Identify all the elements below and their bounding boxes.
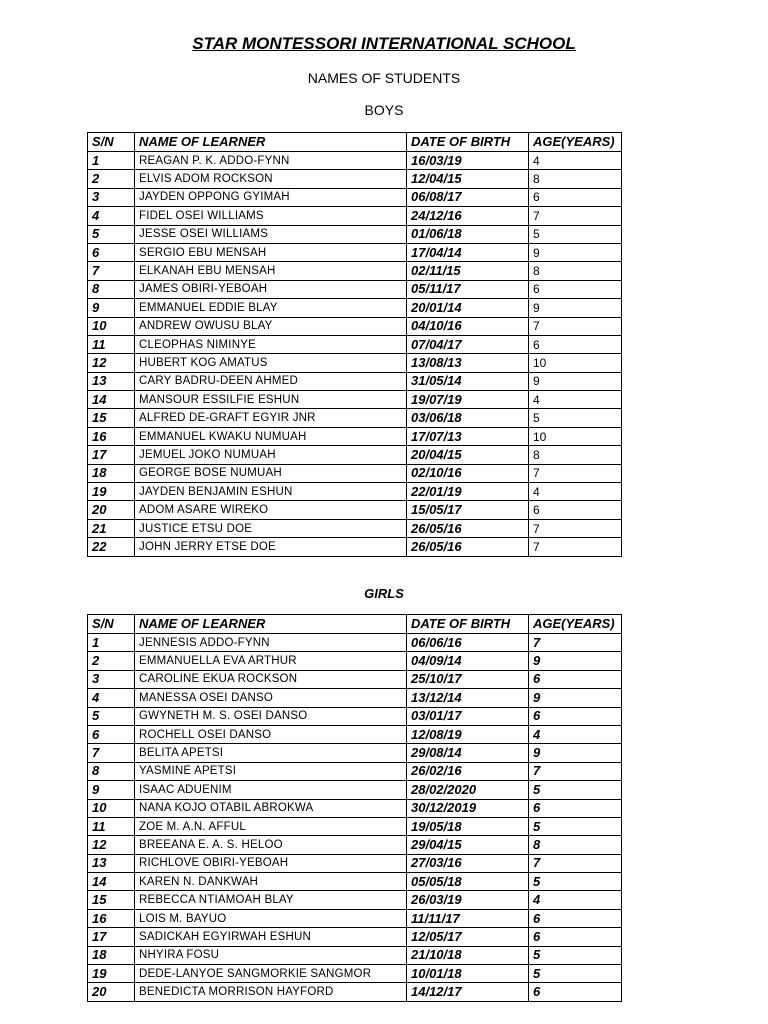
age-cell: 7 — [529, 854, 622, 872]
learner-name-cell: JAMES OBIRI-YEBOAH — [135, 280, 407, 298]
age-cell: 8 — [529, 170, 622, 188]
serial-number-cell: 12 — [88, 354, 135, 372]
serial-number-cell: 19 — [88, 965, 135, 983]
learner-name-cell: BENEDICTA MORRISON HAYFORD — [135, 983, 407, 1001]
date-of-birth-cell: 15/05/17 — [407, 501, 529, 519]
table-row — [88, 409, 622, 427]
serial-number-cell: 3 — [88, 188, 135, 206]
table-row — [88, 538, 622, 556]
serial-number-cell: 4 — [88, 689, 135, 707]
age-cell: 10 — [529, 354, 622, 372]
age-cell: 7 — [529, 207, 622, 225]
learner-name-cell: JAYDEN BENJAMIN ESHUN — [135, 483, 407, 501]
serial-number-cell: 20 — [88, 983, 135, 1001]
learner-name-cell: SERGIO EBU MENSAH — [135, 243, 407, 261]
learner-name-cell: GEORGE BOSE NUMUAH — [135, 464, 407, 482]
table-row — [88, 744, 622, 762]
page-subtitle: NAMES OF STUDENTS — [307, 70, 461, 86]
learner-name-cell: ALFRED DE-GRAFT EGYIR JNR — [135, 409, 407, 427]
serial-number-cell: 2 — [88, 170, 135, 188]
boys-table — [87, 132, 622, 557]
serial-number-cell: 20 — [88, 501, 135, 519]
date-of-birth-cell: 05/05/18 — [407, 873, 529, 891]
table-row — [88, 335, 622, 353]
serial-number-cell: 22 — [88, 538, 135, 556]
date-of-birth-cell: 01/06/18 — [407, 225, 529, 243]
serial-number-cell: 6 — [88, 725, 135, 743]
table-row — [88, 391, 622, 409]
serial-number-cell: 7 — [88, 744, 135, 762]
date-of-birth-cell: 27/03/16 — [407, 854, 529, 872]
boys-table-body — [88, 152, 622, 557]
age-cell: 5 — [529, 965, 622, 983]
table-row — [88, 372, 622, 390]
date-of-birth-cell: 31/05/14 — [407, 372, 529, 390]
age-cell: 5 — [529, 781, 622, 799]
date-of-birth-cell: 17/04/14 — [407, 243, 529, 261]
column-header-age: AGE(YEARS) — [529, 133, 622, 152]
serial-number-cell: 13 — [88, 372, 135, 390]
table-row — [88, 854, 622, 872]
serial-number-cell: 10 — [88, 799, 135, 817]
serial-number-cell: 16 — [88, 909, 135, 927]
date-of-birth-cell: 26/05/16 — [407, 538, 529, 556]
table-row — [88, 262, 622, 280]
column-header-name: NAME OF LEARNER — [135, 133, 407, 152]
date-of-birth-cell: 07/04/17 — [407, 335, 529, 353]
learner-name-cell: BREEANA E. A. S. HELOO — [135, 836, 407, 854]
date-of-birth-cell: 03/01/17 — [407, 707, 529, 725]
table-header-row — [88, 615, 622, 634]
learner-name-cell: CAROLINE EKUA ROCKSON — [135, 670, 407, 688]
age-cell: 6 — [529, 707, 622, 725]
age-cell: 4 — [529, 391, 622, 409]
serial-number-cell: 5 — [88, 707, 135, 725]
age-cell: 7 — [529, 762, 622, 780]
date-of-birth-cell: 06/06/16 — [407, 634, 529, 652]
learner-name-cell: JEMUEL JOKO NUMUAH — [135, 446, 407, 464]
learner-name-cell: SADICKAH EGYIRWAH ESHUN — [135, 928, 407, 946]
serial-number-cell: 6 — [88, 243, 135, 261]
date-of-birth-cell: 30/12/2019 — [407, 799, 529, 817]
age-cell: 7 — [529, 464, 622, 482]
learner-name-cell: MANESSA OSEI DANSO — [135, 689, 407, 707]
serial-number-cell: 14 — [88, 873, 135, 891]
age-cell: 9 — [529, 243, 622, 261]
learner-name-cell: ISAAC ADUENIM — [135, 781, 407, 799]
date-of-birth-cell: 26/05/16 — [407, 519, 529, 537]
date-of-birth-cell: 02/10/16 — [407, 464, 529, 482]
date-of-birth-cell: 19/05/18 — [407, 817, 529, 835]
age-cell: 10 — [529, 427, 622, 445]
table-row — [88, 909, 622, 927]
date-of-birth-cell: 20/01/14 — [407, 299, 529, 317]
age-cell: 7 — [529, 634, 622, 652]
date-of-birth-cell: 26/03/19 — [407, 891, 529, 909]
learner-name-cell: REAGAN P. K. ADDO-FYNN — [135, 152, 407, 170]
learner-name-cell: JAYDEN OPPONG GYIMAH — [135, 188, 407, 206]
table-row — [88, 983, 622, 1001]
date-of-birth-cell: 28/02/2020 — [407, 781, 529, 799]
table-row — [88, 762, 622, 780]
age-cell: 5 — [529, 873, 622, 891]
age-cell: 5 — [529, 409, 622, 427]
girls-table — [87, 614, 622, 1002]
date-of-birth-cell: 11/11/17 — [407, 909, 529, 927]
learner-name-cell: NHYIRA FOSU — [135, 946, 407, 964]
learner-name-cell: CLEOPHAS NIMINYE — [135, 335, 407, 353]
age-cell: 5 — [529, 225, 622, 243]
age-cell: 6 — [529, 501, 622, 519]
date-of-birth-cell: 12/05/17 — [407, 928, 529, 946]
date-of-birth-cell: 02/11/15 — [407, 262, 529, 280]
age-cell: 9 — [529, 372, 622, 390]
table-row — [88, 634, 622, 652]
serial-number-cell: 7 — [88, 262, 135, 280]
table-row — [88, 243, 622, 261]
date-of-birth-cell: 24/12/16 — [407, 207, 529, 225]
learner-name-cell: ZOE M. A.N. AFFUL — [135, 817, 407, 835]
age-cell: 4 — [529, 891, 622, 909]
learner-name-cell: BELITA APETSI — [135, 744, 407, 762]
column-header-sn: S/N — [88, 615, 135, 634]
date-of-birth-cell: 16/03/19 — [407, 152, 529, 170]
serial-number-cell: 11 — [88, 335, 135, 353]
age-cell: 9 — [529, 744, 622, 762]
table-row — [88, 188, 622, 206]
serial-number-cell: 10 — [88, 317, 135, 335]
table-row — [88, 464, 622, 482]
learner-name-cell: EMMANUEL KWAKU NUMUAH — [135, 427, 407, 445]
age-cell: 6 — [529, 670, 622, 688]
table-row — [88, 483, 622, 501]
learner-name-cell: JENNESIS ADDO-FYNN — [135, 634, 407, 652]
date-of-birth-cell: 22/01/19 — [407, 483, 529, 501]
serial-number-cell: 17 — [88, 446, 135, 464]
date-of-birth-cell: 04/09/14 — [407, 652, 529, 670]
age-cell: 9 — [529, 652, 622, 670]
learner-name-cell: ELVIS ADOM ROCKSON — [135, 170, 407, 188]
age-cell: 6 — [529, 280, 622, 298]
age-cell: 7 — [529, 317, 622, 335]
serial-number-cell: 2 — [88, 652, 135, 670]
learner-name-cell: CARY BADRU-DEEN AHMED — [135, 372, 407, 390]
table-row — [88, 446, 622, 464]
date-of-birth-cell: 29/08/14 — [407, 744, 529, 762]
age-cell: 6 — [529, 335, 622, 353]
serial-number-cell: 13 — [88, 854, 135, 872]
age-cell: 5 — [529, 817, 622, 835]
table-row — [88, 317, 622, 335]
table-row — [88, 891, 622, 909]
column-header-dob: DATE OF BIRTH — [407, 615, 529, 634]
school-title: STAR MONTESSORI INTERNATIONAL SCHOOL — [192, 34, 576, 53]
table-row — [88, 207, 622, 225]
age-cell: 4 — [529, 483, 622, 501]
table-row — [88, 519, 622, 537]
serial-number-cell: 17 — [88, 928, 135, 946]
learner-name-cell: NANA KOJO OTABIL ABROKWA — [135, 799, 407, 817]
learner-name-cell: JESSE OSEI WILLIAMS — [135, 225, 407, 243]
learner-name-cell: FIDEL OSEI WILLIAMS — [135, 207, 407, 225]
date-of-birth-cell: 21/10/18 — [407, 946, 529, 964]
learner-name-cell: YASMINE APETSI — [135, 762, 407, 780]
table-row — [88, 280, 622, 298]
serial-number-cell: 21 — [88, 519, 135, 537]
column-header-dob: DATE OF BIRTH — [407, 133, 529, 152]
learner-name-cell: ANDREW OWUSU BLAY — [135, 317, 407, 335]
serial-number-cell: 15 — [88, 891, 135, 909]
learner-name-cell: JUSTICE ETSU DOE — [135, 519, 407, 537]
serial-number-cell: 4 — [88, 207, 135, 225]
date-of-birth-cell: 14/12/17 — [407, 983, 529, 1001]
table-row — [88, 225, 622, 243]
age-cell: 4 — [529, 152, 622, 170]
age-cell: 6 — [529, 909, 622, 927]
table-row — [88, 946, 622, 964]
learner-name-cell: EMMANUELLA EVA ARTHUR — [135, 652, 407, 670]
age-cell: 9 — [529, 689, 622, 707]
age-cell: 8 — [529, 836, 622, 854]
table-row — [88, 781, 622, 799]
date-of-birth-cell: 26/02/16 — [407, 762, 529, 780]
learner-name-cell: EMMANUEL EDDIE BLAY — [135, 299, 407, 317]
table-row — [88, 817, 622, 835]
date-of-birth-cell: 10/01/18 — [407, 965, 529, 983]
column-header-sn: S/N — [88, 133, 135, 152]
date-of-birth-cell: 05/11/17 — [407, 280, 529, 298]
table-row — [88, 427, 622, 445]
age-cell: 8 — [529, 262, 622, 280]
table-row — [88, 299, 622, 317]
serial-number-cell: 18 — [88, 464, 135, 482]
serial-number-cell: 18 — [88, 946, 135, 964]
learner-name-cell: HUBERT KOG AMATUS — [135, 354, 407, 372]
serial-number-cell: 5 — [88, 225, 135, 243]
serial-number-cell: 11 — [88, 817, 135, 835]
table-row — [88, 501, 622, 519]
table-row — [88, 652, 622, 670]
learner-name-cell: ROCHELL OSEI DANSO — [135, 725, 407, 743]
age-cell: 8 — [529, 446, 622, 464]
date-of-birth-cell: 13/08/13 — [407, 354, 529, 372]
age-cell: 6 — [529, 928, 622, 946]
date-of-birth-cell: 13/12/14 — [407, 689, 529, 707]
serial-number-cell: 1 — [88, 152, 135, 170]
table-row — [88, 928, 622, 946]
serial-number-cell: 1 — [88, 634, 135, 652]
table-row — [88, 152, 622, 170]
serial-number-cell: 8 — [88, 762, 135, 780]
date-of-birth-cell: 04/10/16 — [407, 317, 529, 335]
boys-heading: BOYS — [364, 102, 404, 118]
learner-name-cell: RICHLOVE OBIRI-YEBOAH — [135, 854, 407, 872]
date-of-birth-cell: 12/08/19 — [407, 725, 529, 743]
learner-name-cell: DEDE-LANYOE SANGMORKIE SANGMOR — [135, 965, 407, 983]
serial-number-cell: 14 — [88, 391, 135, 409]
learner-name-cell: KAREN N. DANKWAH — [135, 873, 407, 891]
learner-name-cell: MANSOUR ESSILFIE ESHUN — [135, 391, 407, 409]
learner-name-cell: ELKANAH EBU MENSAH — [135, 262, 407, 280]
table-row — [88, 873, 622, 891]
girls-table-body — [88, 634, 622, 1002]
date-of-birth-cell: 12/04/15 — [407, 170, 529, 188]
serial-number-cell: 15 — [88, 409, 135, 427]
age-cell: 6 — [529, 799, 622, 817]
learner-name-cell: JOHN JERRY ETSE DOE — [135, 538, 407, 556]
age-cell: 6 — [529, 188, 622, 206]
learner-name-cell: LOIS M. BAYUO — [135, 909, 407, 927]
table-row — [88, 725, 622, 743]
girls-heading: GIRLS — [364, 586, 404, 601]
table-row — [88, 799, 622, 817]
learner-name-cell: REBECCA NTIAMOAH BLAY — [135, 891, 407, 909]
date-of-birth-cell: 06/08/17 — [407, 188, 529, 206]
table-row — [88, 670, 622, 688]
learner-name-cell: ADOM ASARE WIREKO — [135, 501, 407, 519]
column-header-name: NAME OF LEARNER — [135, 615, 407, 634]
age-cell: 5 — [529, 946, 622, 964]
column-header-age: AGE(YEARS) — [529, 615, 622, 634]
learner-name-cell: GWYNETH M. S. OSEI DANSO — [135, 707, 407, 725]
table-row — [88, 354, 622, 372]
table-header-row — [88, 133, 622, 152]
age-cell: 7 — [529, 538, 622, 556]
date-of-birth-cell: 29/04/15 — [407, 836, 529, 854]
serial-number-cell: 19 — [88, 483, 135, 501]
serial-number-cell: 3 — [88, 670, 135, 688]
age-cell: 7 — [529, 519, 622, 537]
age-cell: 6 — [529, 983, 622, 1001]
table-row — [88, 965, 622, 983]
table-row — [88, 836, 622, 854]
age-cell: 9 — [529, 299, 622, 317]
date-of-birth-cell: 20/04/15 — [407, 446, 529, 464]
date-of-birth-cell: 03/06/18 — [407, 409, 529, 427]
table-row — [88, 707, 622, 725]
serial-number-cell: 16 — [88, 427, 135, 445]
age-cell: 4 — [529, 725, 622, 743]
table-row — [88, 170, 622, 188]
date-of-birth-cell: 17/07/13 — [407, 427, 529, 445]
serial-number-cell: 8 — [88, 280, 135, 298]
date-of-birth-cell: 25/10/17 — [407, 670, 529, 688]
date-of-birth-cell: 19/07/19 — [407, 391, 529, 409]
serial-number-cell: 9 — [88, 299, 135, 317]
serial-number-cell: 9 — [88, 781, 135, 799]
serial-number-cell: 12 — [88, 836, 135, 854]
table-row — [88, 689, 622, 707]
